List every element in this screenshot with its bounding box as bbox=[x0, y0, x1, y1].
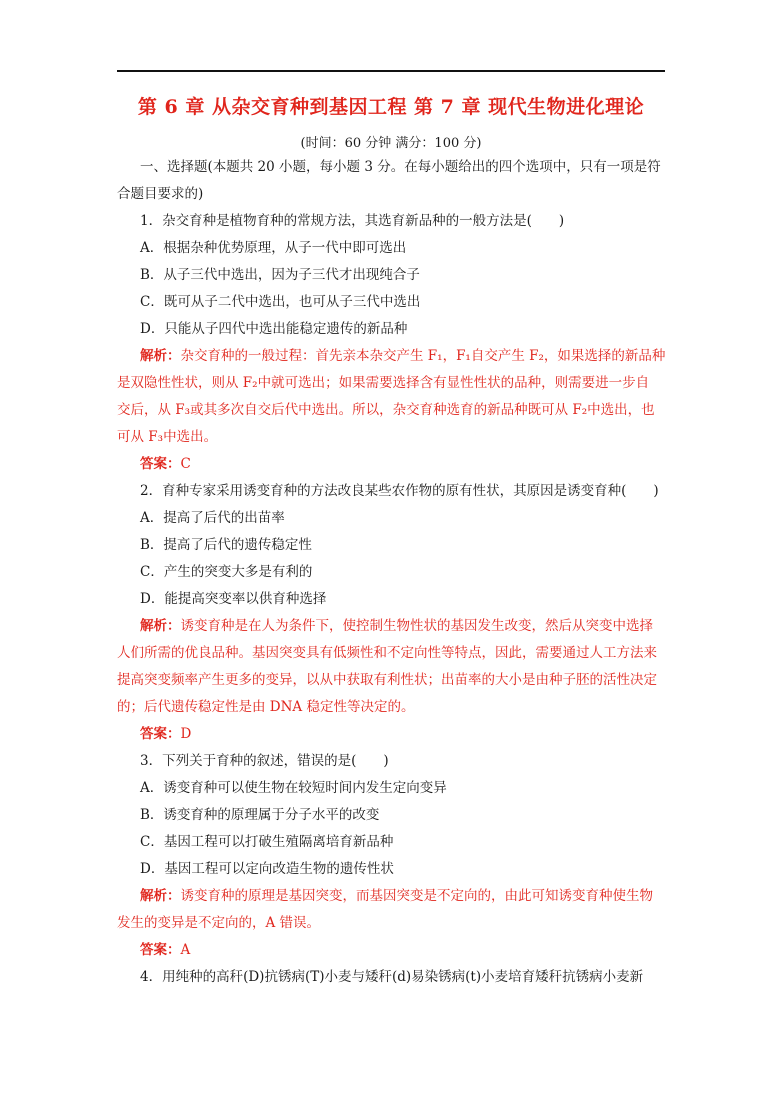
exam-info: (时间：60 分钟 满分：100 分) bbox=[300, 136, 482, 151]
question-1-stem: 1．杂交育种是植物育种的常规方法，其选育新品种的一般方法是( ) bbox=[140, 213, 565, 229]
question-1-explanation-line-3: 交后，从 F₃或其多次自交后代中选出。所以，杂交育种选育的新品种既可从 F₂中选出，也 bbox=[117, 402, 655, 418]
question-1-option-c: C．既可从子二代中选出，也可从子三代中选出 bbox=[140, 294, 421, 310]
explanation-label: 解析： bbox=[140, 618, 181, 634]
question-1-option-d: D．只能从子四代中选出能稳定遗传的新品种 bbox=[140, 321, 408, 337]
question-3-option-a: A．诱变育种可以使生物在较短时间内发生定向变异 bbox=[140, 780, 447, 796]
answer-label: 答案： bbox=[140, 726, 181, 742]
question-2-option-b: B．提高了后代的遗传稳定性 bbox=[140, 537, 312, 553]
explanation-text: 杂交育种的一般过程：首先亲本杂交产生 F₁，F₁自交产生 F₂，如果选择的新品种 bbox=[180, 348, 666, 364]
question-4-stem: 4．用纯种的高秆(D)抗锈病(T)小麦与矮秆(d)易染锈病(t)小麦培育矮秆抗锈病小麦新 bbox=[140, 969, 644, 985]
answer-label: 答案： bbox=[140, 942, 181, 958]
header-rule bbox=[117, 70, 665, 72]
page-title: 第 6 章 从杂交育种到基因工程 第 7 章 现代生物进化理论 bbox=[137, 96, 645, 118]
answer-value: C bbox=[180, 456, 191, 472]
question-1-option-b: B．从子三代中选出，因为子三代才出现纯合子 bbox=[140, 267, 420, 283]
question-2-option-c: C．产生的突变大多是有利的 bbox=[140, 564, 313, 580]
section-heading-line-2: 合题目要求的) bbox=[117, 186, 204, 202]
question-2-explanation-line-2: 人们所需的优良品种。基因突变具有低频性和不定向性等特点，因此，需要通过人工方法来 bbox=[117, 645, 657, 661]
question-3-explanation-line-1 bbox=[140, 887, 653, 905]
question-3-option-b: B．诱变育种的原理属于分子水平的改变 bbox=[140, 807, 380, 823]
question-2-explanation-line-4: 的；后代遗传稳定性是由 DNA 稳定性等决定的。 bbox=[117, 699, 415, 715]
question-3-option-c: C．基因工程可以打破生殖隔离培育新品种 bbox=[140, 834, 394, 850]
question-3-stem: 3．下列关于育种的叙述，错误的是( ) bbox=[140, 753, 389, 769]
question-1-explanation-line-4: 可从 F₃中选出。 bbox=[117, 429, 218, 445]
explanation-text: 诱变育种是在人为条件下，使控制生物性状的基因发生改变，然后从突变中选择 bbox=[180, 618, 653, 634]
answer-value: A bbox=[180, 942, 191, 958]
question-3-explanation-line-2: 发生的变异是不定向的，A 错误。 bbox=[117, 915, 321, 931]
explanation-label: 解析： bbox=[140, 348, 181, 364]
question-2-option-a: A．提高了后代的出苗率 bbox=[140, 510, 285, 526]
question-1-explanation-line-1 bbox=[140, 347, 665, 365]
question-1-answer bbox=[140, 455, 191, 473]
question-2-stem: 2．育种专家采用诱变育种的方法改良某些农作物的原有性状，其原因是诱变育种( ) bbox=[140, 483, 659, 499]
question-1-option-a: A．根据杂种优势原理，从子一代中即可选出 bbox=[140, 240, 407, 256]
question-1-explanation-line-2: 是双隐性性状，则从 F₂中就可选出；如果需要选择含有显性性状的品种，则需要进一步自 bbox=[117, 375, 650, 391]
section-heading-line-1: 一、选择题(本题共 20 小题，每小题 3 分。在每小题给出的四个选项中，只有一项是符 bbox=[140, 159, 661, 175]
answer-label: 答案： bbox=[140, 456, 181, 472]
question-2-explanation-line-1 bbox=[140, 617, 653, 635]
question-3-option-d: D．基因工程可以定向改造生物的遗传性状 bbox=[140, 861, 394, 877]
question-3-answer bbox=[140, 941, 190, 959]
question-2-answer bbox=[140, 725, 191, 743]
explanation-text: 诱变育种的原理是基因突变，而基因突变是不定向的，由此可知诱变育种使生物 bbox=[180, 888, 653, 904]
answer-value: D bbox=[180, 726, 192, 742]
explanation-label: 解析： bbox=[140, 888, 181, 904]
question-2-explanation-line-3: 提高突变频率产生更多的变异，以从中获取有利性状；出苗率的大小是由种子胚的活性决定 bbox=[117, 672, 657, 688]
question-2-option-d: D．能提高突变率以供育种选择 bbox=[140, 591, 327, 607]
